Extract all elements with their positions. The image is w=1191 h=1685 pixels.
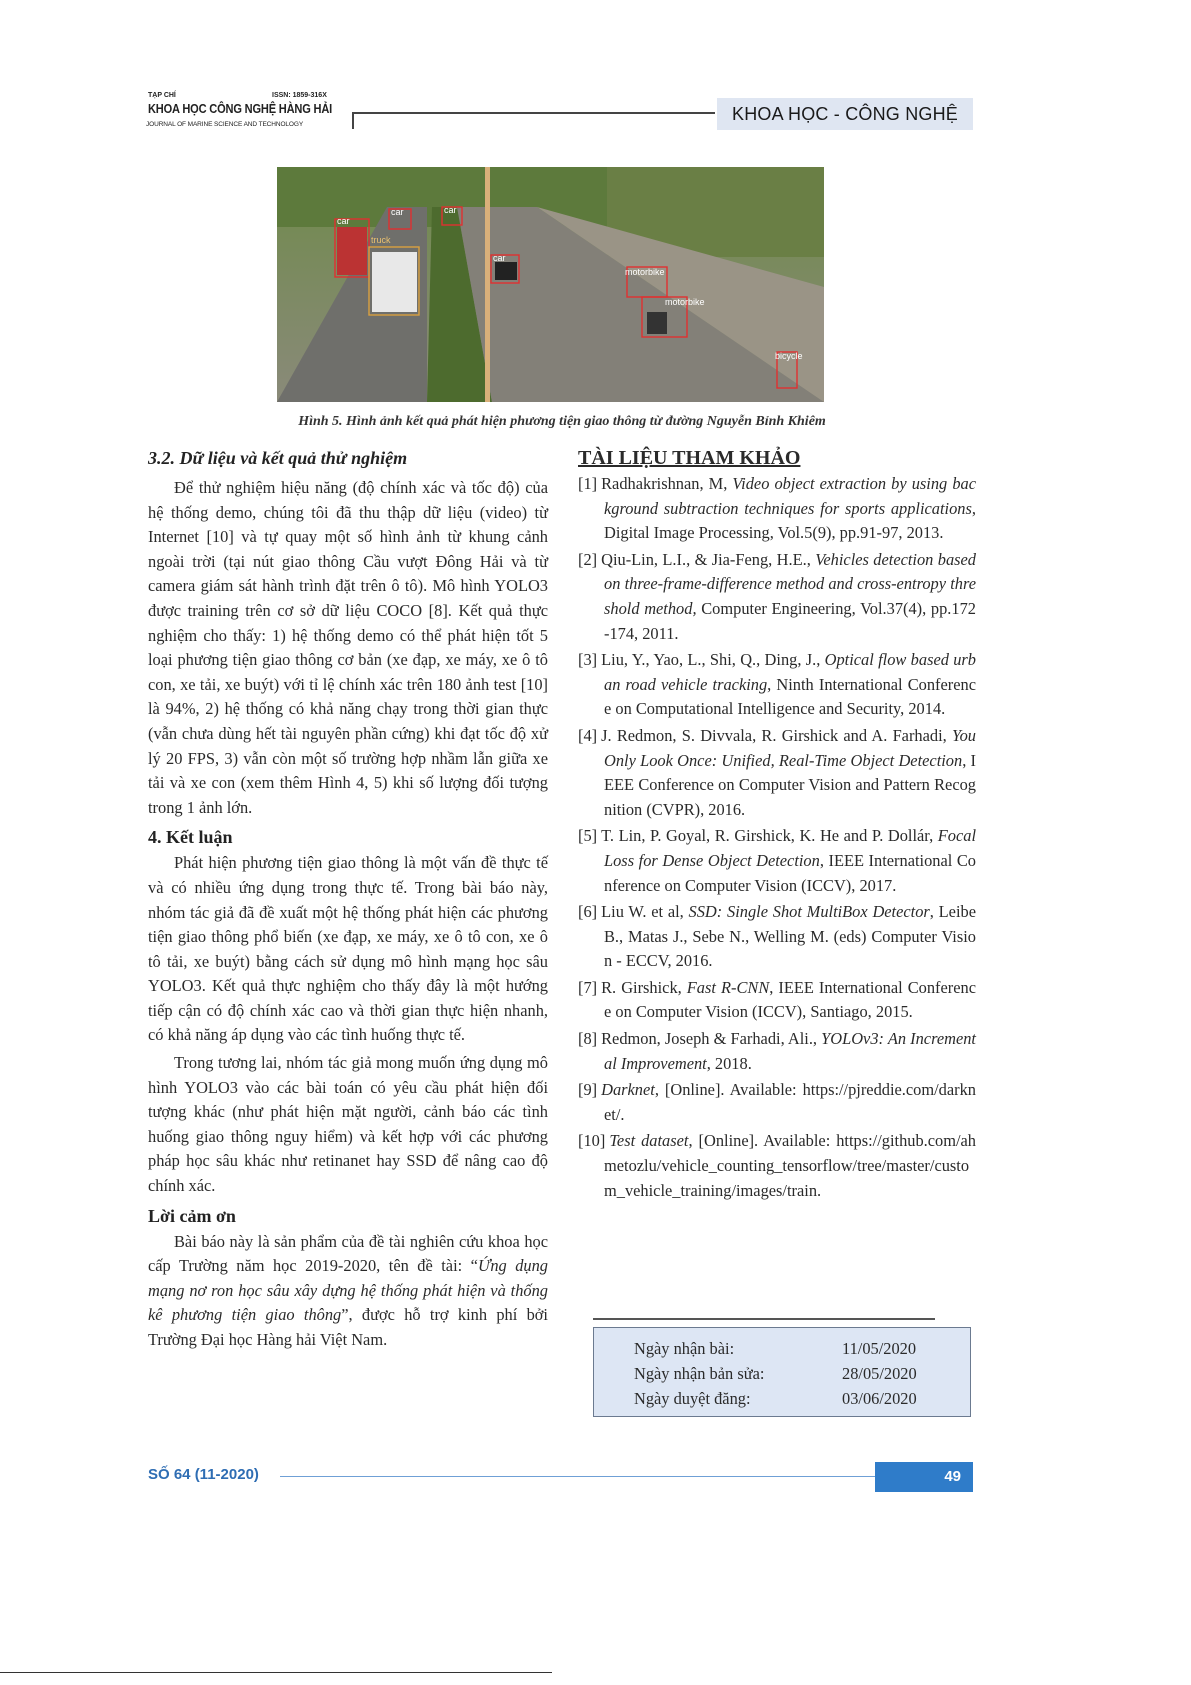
reference-source: , IEEE Conference on Computer Vision and Pattern Recognition (CVPR), 2016. (604, 750, 977, 819)
detection-label: car (493, 253, 506, 263)
issue-number: SỐ 64 (11-2020) (148, 1466, 259, 1483)
detection-label: motorbike (665, 297, 705, 307)
reference-authors: Liu, Y., Yao, L., Shi, Q., Ding, J., (601, 650, 825, 670)
reference-title: Vehicles detection based on three-frame-difference method and cross-entropy threshold method, (604, 549, 977, 618)
reference-source: , Leibe B., Matas J., Sebe N., Welling M. (eds) Computer Vision - ECCV, 2016. (604, 902, 976, 971)
reference-authors: Qiu-Lin, L.I., & Jia-Feng, H.E., (601, 549, 816, 569)
dates-rule (593, 1318, 935, 1320)
reference-title: Test dataset (609, 1131, 689, 1151)
reference-title: You Only Look Once: Unified, Real-Time Object Detection (604, 725, 976, 770)
reference-item (578, 1078, 976, 1127)
reference-item (578, 1129, 976, 1203)
reference-number: [4] (578, 725, 598, 745)
reference-number: [2] (578, 549, 598, 569)
reference-source: , [Online]. Available: https://github.com/ahmetozlu/vehicle_counting_tensorflow/tree/master/custom_vehicle_training/images/train. (604, 1131, 976, 1200)
reference-number: [7] (578, 977, 598, 997)
date-value: 03/06/2020 (842, 1389, 917, 1408)
reference-title: SSD: Single Shot MultiBox Detector (688, 902, 930, 922)
section-heading-acknowledgment: Lời cảm ơn (148, 1205, 236, 1226)
reference-title: Fast R-CNN (686, 977, 770, 997)
left-column (148, 444, 548, 1356)
page-number: 49 (875, 1462, 973, 1492)
references-heading: TÀI LIỆU THAM KHẢO (578, 447, 801, 469)
references-column (578, 444, 976, 1205)
reference-authors: Radhakrishnan, M, (601, 474, 733, 493)
reference-item (578, 548, 976, 646)
section-badge: KHOA HỌC - CÔNG NGHỆ (717, 98, 973, 130)
reference-authors: T. Lin, P. Goyal, R. Girshick, K. He and P. Dollár, (601, 826, 938, 846)
paragraph-conclusion-1: Phát hiện phương tiện giao thông là một vấn đề thực tế và có nhiều ứng dụng trong thực tế. Trong bài báo này, nhóm tác giả đã đề xuất một hệ thống phát hiện các phương tiện giao thông phổ biến (xe đạp, xe máy, xe ô tô con, xe ô tô tải, xe buýt) bằng cách sử dụng mô hình mạng học sâu YOLO3. Kết quả thực nghiệm cho thấy đây là một hướng tiếp cận có độ chính xác cao và thời gian thực hiện nhanh, có khả năng áp dụng vào các tình huống thực tế. (148, 853, 548, 1045)
section-heading-conclusion: 4. Kết luận (148, 827, 233, 848)
reference-item (578, 472, 976, 546)
detection-label: car (337, 216, 350, 226)
reference-item (578, 824, 976, 898)
reference-number: [5] (578, 826, 598, 846)
reference-number: [10] (578, 1131, 606, 1151)
reference-item (578, 648, 976, 722)
reference-item (578, 900, 976, 974)
reference-source: , IEEE International Conference on Computer Vision (ICCV), Santiago, 2015. (604, 977, 976, 1022)
detection-label: car (444, 205, 457, 215)
reference-source: , Ninth International Conference on Computational Intelligence and Security, 2014. (604, 674, 976, 719)
reference-item (578, 976, 976, 1025)
reference-number: [1] (578, 474, 598, 493)
references-list (578, 472, 976, 1203)
header-rule (352, 112, 715, 114)
reference-title: Darknet (601, 1080, 655, 1100)
reference-source: , [Online]. Available: https://pjreddie.com/darknet/. (604, 1080, 976, 1124)
reference-source: , IEEE International Conference on Computer Vision (ICCV), 2017. (604, 850, 976, 895)
ack-project-title: Ứng dụng mạng nơ ron học sâu xây dựng hệ thống phát hiện và thống kê phương tiện giao thông (148, 1256, 548, 1325)
paragraph-conclusion-2: Trong tương lai, nhóm tác giả mong muốn ứng dụng mô hình YOLO3 vào các bài toán có yêu cầu phát hiện đối tượng khác (như phát hiện mặt người, cảnh báo các tình huống giao thông nguy hiểm) và kết hợp với các phương pháp học sâu khác như retinanet hay SSD để nâng cao độ chính xác. (148, 1053, 548, 1196)
journal-tapchi-label: TẠP CHÍ (148, 92, 176, 99)
reference-number: [9] (578, 1080, 598, 1100)
reference-title: Optical flow based urban road vehicle tracking (604, 650, 976, 694)
reference-title: YOLOv3: An Incremental Improvement (604, 1029, 976, 1073)
journal-subtitle: JOURNAL OF MARINE SCIENCE AND TECHNOLOGY (146, 121, 304, 128)
detection-label: car (391, 207, 404, 217)
reference-source: , Digital Image Processing, Vol.5(9), pp.91-97, 2013. (604, 498, 976, 543)
footer-rule (280, 1476, 875, 1477)
date-value: 28/05/2020 (842, 1364, 917, 1383)
date-row-revised (634, 1361, 970, 1386)
date-label: Ngày nhận bài: (634, 1339, 735, 1358)
date-label: Ngày duyệt đăng: (634, 1389, 751, 1408)
date-row-accepted (634, 1386, 970, 1411)
ack-text: Bài báo này là sản phẩm của đề tài nghiên cứu khoa học cấp Trường năm học 2019-2020, tên đề tài: “ (148, 1231, 548, 1276)
submission-dates-box (593, 1327, 971, 1417)
paragraph-results: Để thử nghiệm hiệu năng (độ chính xác và tốc độ) của hệ thống demo, chúng tôi đã thu thập dữ liệu (video) từ Internet [10] và tự quay một số hình ảnh từ khung cảnh ngoài trời (tại nút giao thông Cầu vượt Đông Hải và từ camera giám sát hành trình đặt trên ô tô). Mô hình YOLO3 được training trên cơ sở dữ liệu COCO [8]. Kết quả thực nghiệm cho thấy: 1) hệ thống demo có thể phát hiện tốt 5 loại phương tiện giao thông cơ bản (xe đạp, xe máy, xe ô tô con, xe tải, xe buýt) với tỉ lệ chính xác trên 180 ảnh test [10] là 94%, 2) hệ thống có khả năng chạy trong thời gian thực (vẫn chưa dùng hết tài nguyên phần cứng) khi đạt tốc độ xử lý 20 FPS, 3) vẫn còn một số trường hợp nhầm lẫn giữa xe tải và xe con (xem thêm Hình 4, 5) khi số lượng đối tượng trong 1 ảnh lớn. (148, 478, 548, 817)
detection-label: truck (371, 235, 391, 245)
traffic-detection-photo (277, 167, 824, 402)
date-value: 11/05/2020 (842, 1339, 917, 1358)
reference-authors: J. Redmon, S. Divvala, R. Girshick and A. Farhadi, (601, 725, 952, 745)
scan-edge-rule (0, 1672, 552, 1673)
reference-title: Focal Loss for Dense Object Detection (604, 826, 976, 870)
reference-authors: R. Girshick, (601, 977, 687, 997)
detection-label: bicycle (775, 351, 803, 361)
reference-source: Computer Engineering, Vol.37(4), pp.172-174, 2011. (604, 598, 976, 643)
reference-number: [8] (578, 1029, 598, 1049)
reference-number: [3] (578, 650, 598, 670)
journal-issn: ISSN: 1859-316X (272, 92, 327, 99)
reference-number: [6] (578, 902, 598, 922)
reference-authors: Redmon, Joseph & Farhadi, Ali., (601, 1029, 822, 1049)
ack-text: ”, được hỗ trợ kinh phí bởi Trường Đại học Hàng hải Việt Nam. (148, 1305, 548, 1349)
date-label: Ngày nhận bản sửa: (634, 1364, 765, 1383)
reference-authors: Liu W. et al, (601, 902, 689, 922)
date-row-received (634, 1336, 970, 1361)
journal-title: KHOA HỌC CÔNG NGHỆ HÀNG HẢI (148, 101, 333, 116)
reference-item (578, 1027, 976, 1076)
paragraph-acknowledgment (148, 1230, 548, 1353)
reference-title: Video object extraction by using background subtraction techniques for sports applications (604, 474, 976, 518)
header-rule-tick (352, 112, 354, 129)
section-heading-3-2: 3.2. Dữ liệu và kết quả thử nghiệm (148, 448, 408, 468)
reference-item (578, 724, 976, 822)
reference-source: , 2018. (706, 1053, 752, 1073)
figure-caption: Hình 5. Hình ảnh kết quả phát hiện phương tiện giao thông từ đường Nguyễn Bỉnh Khiêm (298, 414, 826, 429)
detection-label: motorbike (625, 267, 665, 277)
